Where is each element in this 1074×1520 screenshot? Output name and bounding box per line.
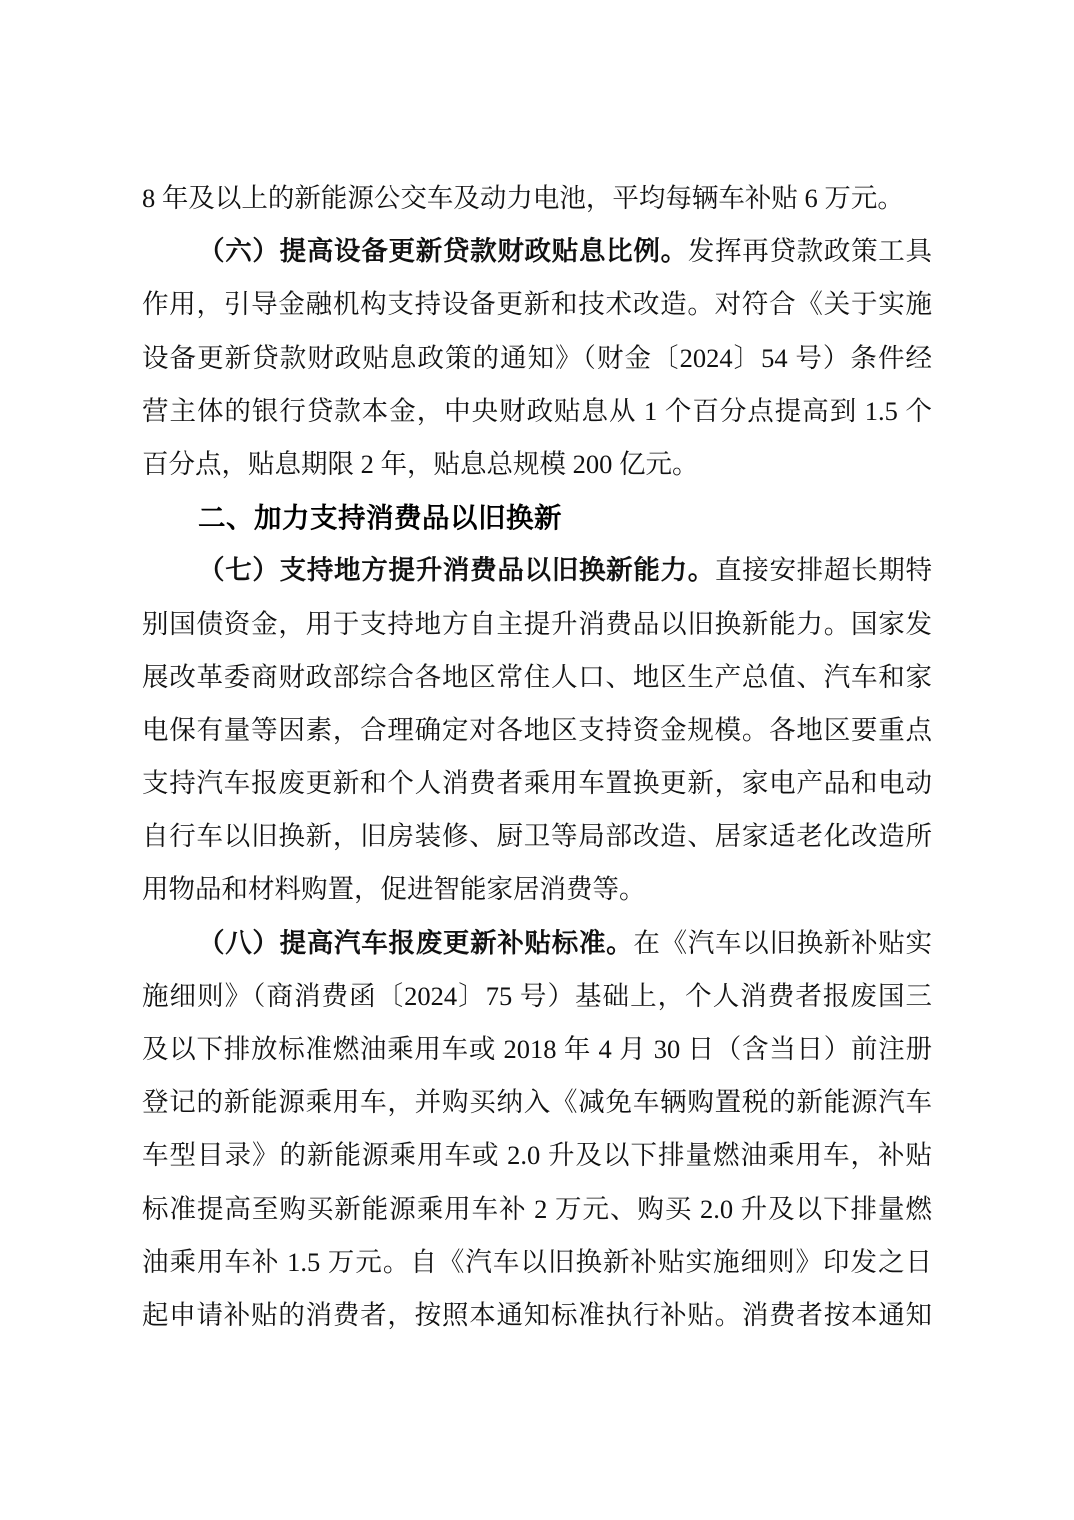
section-heading	[142, 491, 932, 544]
text-block	[142, 172, 932, 1342]
text-line	[142, 1236, 932, 1289]
line-text: 起申请补贴的消费者，按照本通知标准执行补贴。消费者按本通知	[142, 1299, 932, 1330]
line-text: 用物品和材料购置，促进智能家居消费等。	[142, 874, 646, 905]
line-text: 电保有量等因素，合理确定对各地区支持资金规模。各地区要重点	[142, 714, 932, 745]
line-text: 油乘用车补 1.5 万元。自《汽车以旧换新补贴实施细则》印发之日	[142, 1246, 932, 1277]
line-text: 车型目录》的新能源乘用车或 2.0 升及以下排量燃油乘用车，补贴	[142, 1140, 932, 1171]
text-line	[142, 172, 932, 225]
paragraph-lead-bold: （七）支持地方提升消费品以旧换新能力。	[198, 555, 716, 586]
line-text: 施细则》（商消费函〔2024〕75 号）基础上，个人消费者报废国三	[142, 980, 932, 1011]
text-line	[142, 1289, 932, 1342]
line-text: 8 年及以上的新能源公交车及动力电池，平均每辆车补贴 6 万元。	[142, 183, 904, 213]
text-line	[142, 757, 932, 810]
text-line	[142, 917, 932, 970]
text-line	[142, 385, 932, 438]
line-text: 展改革委商财政部综合各地区常住人口、地区生产总值、汽车和家	[142, 661, 932, 692]
line-text: 二、加力支持消费品以旧换新	[198, 502, 562, 534]
line-text: 营主体的银行贷款本金，中央财政贴息从 1 个百分点提高到 1.5 个	[142, 395, 932, 426]
line-text: 支持汽车报废更新和个人消费者乘用车置换更新，家电产品和电动	[142, 768, 932, 799]
line-text: 自行车以旧换新，旧房装修、厨卫等局部改造、居家适老化改造所	[142, 821, 932, 852]
paragraph-lead-bold: （六）提高设备更新贷款财政贴息比例。	[198, 236, 688, 267]
line-text: 设备更新贷款财政贴息政策的通知》（财金〔2024〕54 号）条件经	[142, 342, 932, 373]
line-text: 登记的新能源乘用车，并购买纳入《减免车辆购置税的新能源汽车	[142, 1087, 932, 1118]
text-line	[142, 278, 932, 331]
line-text: 标准提高至购买新能源乘用车补 2 万元、购买 2.0 升及以下排量燃	[142, 1193, 932, 1224]
line-text: 作用，引导金融机构支持设备更新和技术改造。对符合《关于实施	[142, 289, 932, 320]
line-text: 百分点，贴息期限 2 年，贴息总规模 200 亿元。	[142, 448, 699, 479]
text-line	[142, 863, 932, 916]
text-line	[142, 1023, 932, 1076]
text-line	[142, 438, 932, 491]
text-line	[142, 651, 932, 704]
text-line	[142, 704, 932, 757]
text-line	[142, 332, 932, 385]
line-text: 发挥再贷款政策工具	[687, 236, 933, 267]
text-line	[142, 1129, 932, 1182]
text-line	[142, 1076, 932, 1129]
text-line	[142, 225, 932, 278]
text-line	[142, 544, 932, 597]
text-line	[142, 1183, 932, 1236]
line-text: 在《汽车以旧换新补贴实	[633, 927, 933, 958]
line-text: 及以下排放标准燃油乘用车或 2018 年 4 月 30 日（含当日）前注册	[142, 1034, 932, 1064]
text-line	[142, 598, 932, 651]
line-text: 别国债资金，用于支持地方自主提升消费品以旧换新能力。国家发	[142, 608, 932, 639]
line-text: 直接安排超长期特	[715, 555, 933, 586]
paragraph-lead-bold: （八）提高汽车报废更新补贴标准。	[198, 927, 634, 958]
text-line	[142, 970, 932, 1023]
text-line	[142, 810, 932, 863]
